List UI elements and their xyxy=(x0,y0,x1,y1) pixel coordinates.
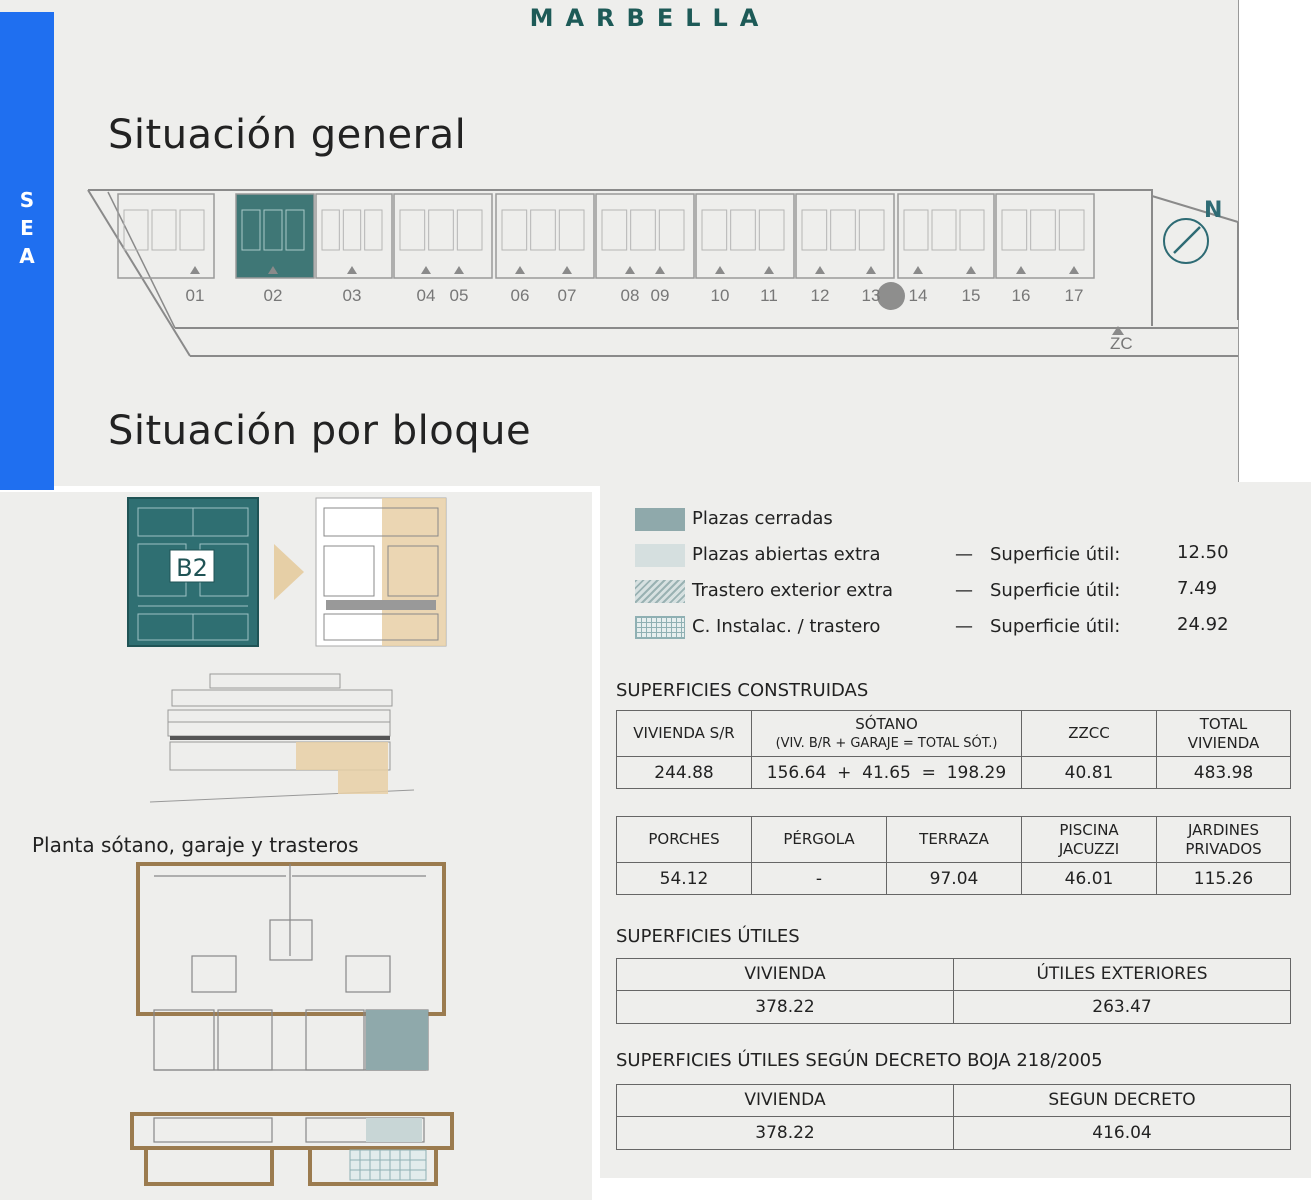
value-pergola: - xyxy=(752,863,887,895)
plot-room xyxy=(1031,210,1056,250)
plot-entry-arrow xyxy=(454,266,464,274)
legend-label-open: Plazas abiertas extra xyxy=(692,544,881,565)
legend-surface-label-hatched: Superficie útil: xyxy=(990,580,1121,601)
header-piscina-line-1: PISCINA xyxy=(1059,820,1119,839)
block-section-title: Situación por bloque xyxy=(108,408,532,454)
decreto-title: SUPERFICIES ÚTILES SEGÚN DECRETO BOJA 218/2005 xyxy=(616,1050,1103,1071)
plot-room xyxy=(659,210,684,250)
value-decreto-vivienda: 378.22 xyxy=(617,1117,954,1150)
plot-room xyxy=(559,210,584,250)
site-plan-drawing xyxy=(60,180,1240,370)
plot-entry-arrow xyxy=(421,266,431,274)
legend-swatch-open xyxy=(635,544,685,567)
legend-label-closed: Plazas cerradas xyxy=(692,508,833,529)
plot-block xyxy=(394,194,492,278)
plot-entry-arrow xyxy=(764,266,774,274)
value-utiles-vivienda: 378.22 xyxy=(617,991,954,1024)
header-jardines-line-2: PRIVADOS xyxy=(1185,839,1262,858)
header-sotano xyxy=(752,711,1022,757)
header-porches: PORCHES xyxy=(617,817,752,863)
sea-letter-s: S xyxy=(19,188,35,212)
plot-number: 11 xyxy=(760,286,778,305)
value-sotano-total: 198.29 xyxy=(946,762,1007,783)
plot-number: 17 xyxy=(1064,286,1084,305)
exteriores-table xyxy=(616,816,1291,895)
header-segun-decreto: SEGUN DECRETO xyxy=(954,1085,1291,1117)
floor-plan-title: Planta sótano, garaje y trasteros xyxy=(32,833,359,857)
plot-entry-arrow xyxy=(515,266,525,274)
brand-logo: MARBELLA xyxy=(529,4,771,32)
header-jardines xyxy=(1157,817,1291,863)
header-utiles-exteriores: ÚTILES EXTERIORES xyxy=(954,959,1291,991)
header-decreto-vivienda: VIVIENDA xyxy=(617,1085,954,1117)
sea-letter-e: E xyxy=(20,216,34,240)
plot-room xyxy=(531,210,556,250)
plot-room xyxy=(365,210,382,250)
plot-number: 06 xyxy=(510,286,530,305)
plot-number: 02 xyxy=(263,286,283,305)
plot-entry-arrow xyxy=(190,266,200,274)
value-utiles-exteriores: 263.47 xyxy=(954,991,1291,1024)
plot-entry-arrow xyxy=(866,266,876,274)
plot-number: 14 xyxy=(908,286,928,305)
zc-label: ZC xyxy=(1110,334,1133,353)
legend-value-grid: 24.92 xyxy=(1177,614,1229,635)
header-sotano-label: SÓTANO xyxy=(855,714,918,733)
plot-entry-arrow xyxy=(625,266,635,274)
plot-room xyxy=(960,210,984,250)
north-label: N xyxy=(1204,198,1223,223)
plot-number: 09 xyxy=(650,286,670,305)
legend-value-open: 12.50 xyxy=(1177,542,1229,563)
plot-number: 07 xyxy=(557,286,577,305)
plot-room xyxy=(1002,210,1027,250)
value-porches: 54.12 xyxy=(617,863,752,895)
legend-surface-label-open: Superficie útil: xyxy=(990,544,1121,565)
value-piscina: 46.01 xyxy=(1022,863,1157,895)
sea-letter-a: A xyxy=(19,244,35,268)
plot-number: 03 xyxy=(342,286,362,305)
legend-swatch-hatched xyxy=(635,580,685,603)
plot-room xyxy=(180,210,204,250)
header-terraza: TERRAZA xyxy=(887,817,1022,863)
plot-room xyxy=(343,210,360,250)
plot-entry-arrow xyxy=(913,266,923,274)
construidas-table xyxy=(616,710,1291,789)
plot-room xyxy=(831,210,856,250)
plot-room xyxy=(859,210,884,250)
legend-value-hatched: 7.49 xyxy=(1177,578,1218,599)
value-sotano-garaje: 41.65 xyxy=(862,762,911,783)
plot-block xyxy=(316,194,392,278)
plot-room xyxy=(152,210,176,250)
header-pergola: PÉRGOLA xyxy=(752,817,887,863)
site-plan-title: Situación general xyxy=(108,112,467,158)
plot-number: 13 xyxy=(861,286,881,305)
plot-entry-arrow xyxy=(1016,266,1026,274)
plot-room xyxy=(904,210,928,250)
plot-entry-arrow xyxy=(815,266,825,274)
value-sotano-viv: 156.64 xyxy=(766,762,827,783)
plot-number: 08 xyxy=(620,286,640,305)
plot-room xyxy=(502,210,527,250)
value-sotano-equals: = xyxy=(921,762,936,783)
plot-room xyxy=(1059,210,1084,250)
value-vivienda-sr: 244.88 xyxy=(617,757,752,789)
plot-number: 12 xyxy=(810,286,830,305)
legend-swatch-grid xyxy=(635,616,685,639)
plot-room xyxy=(322,210,339,250)
plot-block xyxy=(996,194,1094,278)
plot-entry-arrow xyxy=(966,266,976,274)
value-total-vivienda: 483.98 xyxy=(1157,757,1291,789)
plot-room xyxy=(731,210,756,250)
plot-room xyxy=(457,210,482,250)
plot-block xyxy=(696,194,794,278)
plot-room xyxy=(429,210,454,250)
plot-room xyxy=(124,210,148,250)
plot-entry-arrow xyxy=(715,266,725,274)
header-piscina xyxy=(1022,817,1157,863)
plot-number: 04 xyxy=(416,286,436,305)
sea-strip xyxy=(0,12,54,490)
plot-number: 05 xyxy=(449,286,469,305)
utiles-title: SUPERFICIES ÚTILES xyxy=(616,926,800,947)
header-total-line-2: VIVIENDA xyxy=(1187,733,1260,752)
header-zzcc: ZZCC xyxy=(1022,711,1157,757)
utiles-table xyxy=(616,958,1291,1024)
header-utiles-vivienda: VIVIENDA xyxy=(617,959,954,991)
plot-entry-arrow xyxy=(562,266,572,274)
plot-number: 10 xyxy=(710,286,730,305)
plot-number: 01 xyxy=(185,286,205,305)
value-zzcc: 40.81 xyxy=(1022,757,1157,789)
plot-room xyxy=(932,210,956,250)
legend-label-hatched: Trastero exterior extra xyxy=(692,580,894,601)
decreto-table xyxy=(616,1084,1291,1150)
plot-block xyxy=(596,194,694,278)
plot-room xyxy=(602,210,627,250)
header-sotano-sub: (VIV. B/R + GARAJE = TOTAL SÓT.) xyxy=(775,735,998,751)
value-terraza: 97.04 xyxy=(887,863,1022,895)
legend-label-grid: C. Instalac. / trastero xyxy=(692,616,881,637)
legend-dash-grid: — xyxy=(955,616,973,637)
plot-room xyxy=(802,210,827,250)
plot-block xyxy=(118,194,214,278)
plot-entry-arrow xyxy=(655,266,665,274)
value-segun-decreto: 416.04 xyxy=(954,1117,1291,1150)
plot-blocks xyxy=(118,194,1094,278)
plot-room xyxy=(400,210,425,250)
value-sotano-plus: + xyxy=(837,762,852,783)
plot-room xyxy=(702,210,727,250)
block-elevation xyxy=(148,670,418,810)
value-sotano xyxy=(752,757,1022,789)
plot-block xyxy=(496,194,594,278)
header-total-vivienda xyxy=(1157,711,1291,757)
plot-block xyxy=(898,194,994,278)
basement-floor-plan xyxy=(126,860,456,1190)
legend-dash-open: — xyxy=(955,544,973,565)
plot-number: 15 xyxy=(961,286,981,305)
plot-room xyxy=(759,210,784,250)
plot-entry-arrow xyxy=(1069,266,1079,274)
plot-entry-arrow xyxy=(347,266,357,274)
header-total-line-1: TOTAL xyxy=(1199,714,1248,733)
construidas-title: SUPERFICIES CONSTRUIDAS xyxy=(616,680,869,701)
legend-dash-hatched: — xyxy=(955,580,973,601)
legend-surface-label-grid: Superficie útil: xyxy=(990,616,1121,637)
plot-room xyxy=(631,210,656,250)
plot-block-highlighted xyxy=(236,194,314,278)
value-jardines: 115.26 xyxy=(1157,863,1291,895)
plot-block xyxy=(796,194,894,278)
block-label: B2 xyxy=(176,554,208,582)
header-vivienda-sr: VIVIENDA S/R xyxy=(617,711,752,757)
header-piscina-line-2: JACUZZI xyxy=(1058,839,1120,858)
legend-swatch-closed xyxy=(635,508,685,531)
block-key-map xyxy=(126,496,456,656)
plot-number: 16 xyxy=(1011,286,1031,305)
header-jardines-line-1: JARDINES xyxy=(1187,820,1260,839)
